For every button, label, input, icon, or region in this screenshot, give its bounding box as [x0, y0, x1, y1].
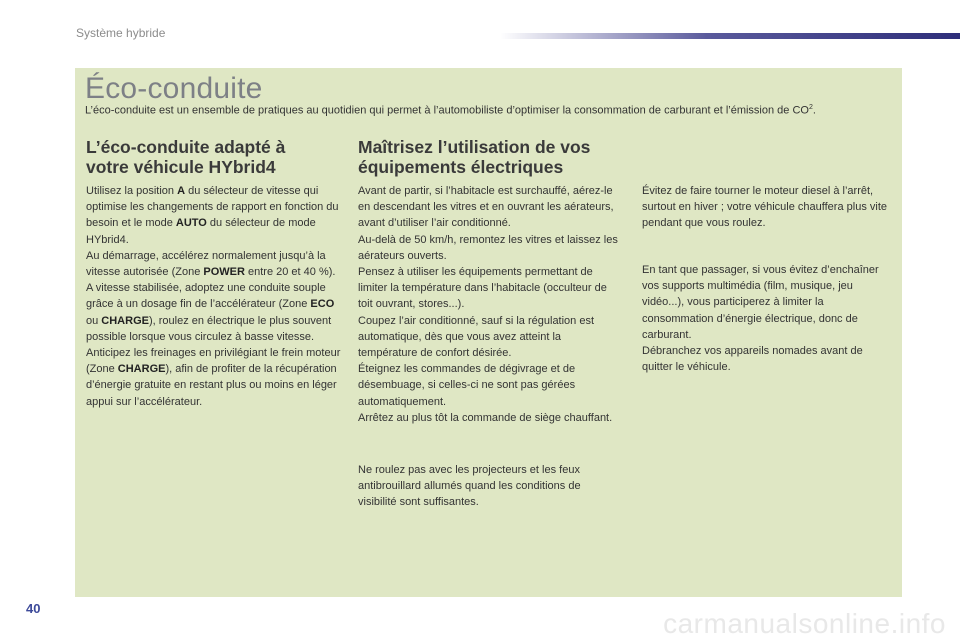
text: du sélecteur de vitesse qui optimise les changements de rapport en fonction du besoin et le mode [86, 185, 339, 230]
bold-a: A [177, 185, 186, 197]
page-number: 40 [26, 601, 41, 616]
text: Utilisez la position [86, 185, 178, 197]
text: ou [86, 314, 102, 327]
col1-paragraph-2 [86, 248, 341, 280]
section-header: Système hybride [76, 26, 166, 40]
col2-paragraph-1: Avant de partir, si l’habitacle est surchauffé, aérez-le en descendant les vitres et en ouvrant les aérateurs, avant d’utiliser l’air conditionné. [358, 185, 614, 230]
bold-auto: AUTO [175, 217, 207, 230]
col1-heading [86, 137, 346, 177]
col2-note [358, 462, 620, 511]
col1-paragraph-4 [86, 345, 341, 410]
col2-paragraph-4: Coupez l’air conditionné, sauf si la régulation est automatique, dès que vous avez atteint la température de confort désirée. [358, 314, 595, 360]
watermark: carmanualsonline.info [663, 608, 946, 639]
col2-heading-line1: Maîtrisez l’utilisation de vos [358, 137, 591, 157]
text: ), roulez en électrique le plus souvent possible lorsque vous circulez à basse vitesse. [86, 314, 332, 343]
col3-text-bottom [642, 262, 894, 375]
text: du sélecteur de mode HYbrid4. [86, 217, 316, 246]
bold-charge: CHARGE [101, 314, 149, 327]
intro-paragraph [85, 104, 895, 117]
text: entre 20 et 40 %). [244, 266, 336, 279]
col3-paragraph-3: Débranchez vos appareils nomades avant de quitter le véhicule. [642, 345, 863, 374]
col2-paragraph-7: Ne roulez pas avec les projecteurs et les feux antibrouillard allumés quand les conditions de visibilité sont suffisantes. [358, 464, 581, 509]
page-title: Éco-conduite [85, 72, 263, 105]
col2-text [358, 183, 620, 426]
col1-paragraph-1 [86, 183, 341, 248]
col3-paragraph-1: Évitez de faire tourner le moteur diesel à l’arrêt, surtout en hiver ; votre véhicule chauffera plus vite pendant que vous roulez. [642, 185, 887, 230]
col2-paragraph-2: Au-delà de 50 km/h, remontez les vitres et laissez les aérateurs ouverts. [358, 233, 618, 262]
text: Anticipez les freinages en privilégiant le frein moteur (Zone [86, 347, 341, 376]
col1-text [86, 183, 341, 410]
text: A vitesse stabilisée, adoptez une conduite souple grâce à un dosage fin de l’accélérateur (Zone [86, 282, 326, 311]
col3-paragraph-2: En tant que passager, si vous évitez d’enchaîner vos supports multimédia (film, musique, jeu vidéo...), vous participerez à limiter la consommation d’énergie électrique, donc de carburant. [642, 264, 879, 341]
intro-end: . [812, 104, 816, 117]
intro-text: L’éco-conduite est un ensemble de pratiques au quotidien qui permet à l’automobiliste d’optimiser la consommation de carburant et l’émission de CO [85, 104, 809, 117]
intro-superscript: 2 [808, 104, 813, 111]
bold-eco: ECO [310, 298, 335, 311]
col3-text-top [642, 183, 894, 232]
bold-charge: CHARGE [117, 363, 166, 376]
header-decorative-bar [500, 33, 960, 39]
col1-heading-line1: L’éco-conduite adapté à [86, 137, 286, 157]
col2-paragraph-3: Pensez à utiliser les équipements permettant de limiter la température dans l’habitacle (occulteur de toit ouvrant, stores...). [358, 266, 607, 311]
col2-paragraph-6: Arrêtez au plus tôt la commande de siège chauffant. [358, 411, 613, 424]
col1-paragraph-3 [86, 280, 341, 345]
col2-heading [358, 137, 648, 177]
col1-heading-line2: votre véhicule HYbrid4 [86, 157, 276, 177]
col2-heading-line2: équipements électriques [358, 157, 564, 177]
bold-power: POWER [203, 266, 245, 279]
col2-paragraph-5: Éteignez les commandes de dégivrage et de désembuage, si celles-ci ne sont pas gérées automatiquement. [358, 363, 576, 408]
text: ), afin de profiter de la récupération d’énergie gratuite en restant plus ou moins en léger appui sur l’accélérateur. [86, 363, 337, 408]
text: Au démarrage, accélérez normalement jusqu’à la vitesse autorisée (Zone [86, 249, 326, 279]
